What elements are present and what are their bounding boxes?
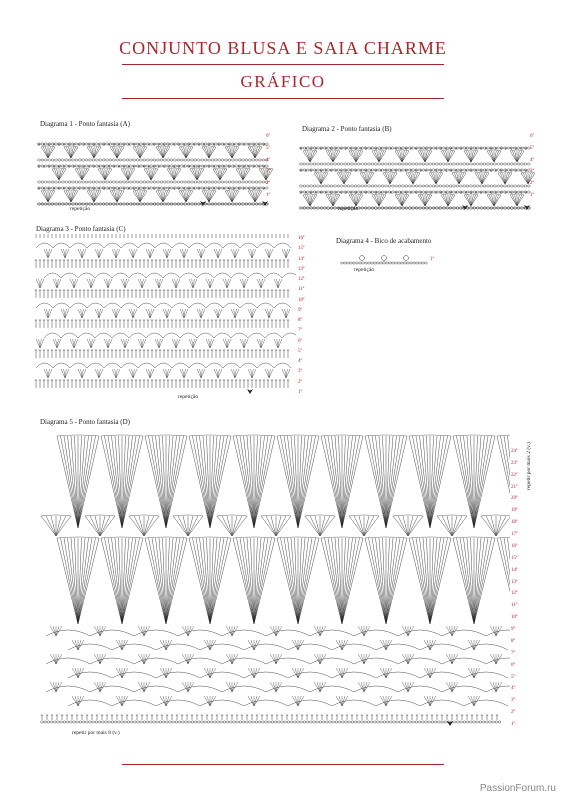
diagram-1-label: Diagrama 1 - Ponto fantasia (A) <box>40 120 130 128</box>
row-number: 4ª <box>530 157 534 163</box>
watermark: PassionForum.ru <box>479 783 556 794</box>
row-number: 1ª <box>511 722 515 727</box>
row-number: 1ª <box>530 193 534 198</box>
diagram-5-chart <box>36 428 510 728</box>
row-number: 10ª <box>511 615 518 621</box>
diagram-5-side-label: repetir por mais 2 (v.) <box>526 442 532 490</box>
row-number: 3ª <box>511 698 515 704</box>
row-number: 5ª <box>266 145 270 151</box>
diagram-1-repeat-label: repetição <box>70 206 91 212</box>
row-number: 14ª <box>511 567 518 573</box>
row-number: 12ª <box>298 277 305 283</box>
title-rule-bottom <box>122 98 444 99</box>
row-number: 19ª <box>511 508 518 514</box>
row-number: 5ª <box>511 674 515 680</box>
row-number: 20ª <box>511 496 518 502</box>
diagram-2-repeat-label: repetição <box>338 206 359 212</box>
row-number: 8ª <box>298 318 302 324</box>
row-number: 4ª <box>266 157 270 163</box>
row-number: 11ª <box>511 603 518 609</box>
row-number: 10ª <box>298 297 305 303</box>
row-number: 12ª <box>511 591 518 597</box>
row-number: 7ª <box>298 328 302 334</box>
row-number: 13ª <box>511 579 518 585</box>
row-number: 6ª <box>266 134 270 139</box>
row-number: 6ª <box>530 134 534 139</box>
row-number: 21ª <box>511 484 518 490</box>
row-number: 2ª <box>266 181 270 187</box>
diagram-5-repeat-label: repetir por mais 8 (v.) <box>72 730 120 736</box>
row-number: 7ª <box>511 650 515 656</box>
row-number: 6ª <box>511 662 515 668</box>
diagram-3-chart <box>32 234 296 396</box>
row-number: 13ª <box>298 266 305 272</box>
row-number: 18ª <box>511 520 518 526</box>
diagram-3-label: Diagrama 3 - Ponto fantasia (C) <box>36 225 126 233</box>
row-number: 9ª <box>298 307 302 313</box>
title-rule-top <box>122 64 444 65</box>
diagram-1-chart <box>36 130 274 208</box>
row-number: 5ª <box>298 348 302 354</box>
row-number: 3ª <box>298 369 302 375</box>
row-number: 9ª <box>511 627 515 633</box>
row-number: 14ª <box>298 256 305 262</box>
row-number: 17ª <box>511 532 518 538</box>
row-number: 4ª <box>511 686 515 692</box>
row-number: 16ª <box>298 236 305 241</box>
row-number: 2ª <box>298 379 302 385</box>
diagram-2-label: Diagrama 2 - Ponto fantasia (B) <box>302 125 392 133</box>
diagram-4-chart <box>340 252 430 268</box>
row-number: 1ª <box>266 193 270 198</box>
row-number: 24ª <box>511 449 518 454</box>
diagram-4-label: Diagrama 4 - Bico de acabamento <box>336 237 432 245</box>
row-number: 5ª <box>530 145 534 151</box>
row-number: 23ª <box>511 460 518 466</box>
row-number: 16ª <box>511 543 518 549</box>
row-number: 2ª <box>511 710 515 716</box>
row-number: 3ª <box>266 169 270 175</box>
diagram-4-repeat-label: repetição <box>354 267 375 273</box>
footer-rule <box>122 764 444 765</box>
row-number: 1ª <box>298 390 302 395</box>
row-number: 4ª <box>298 359 302 365</box>
row-number: 11ª <box>298 287 305 293</box>
row-number: 3ª <box>530 169 534 175</box>
row-number: 15ª <box>511 555 518 561</box>
diagram-4-row-number: 1ª <box>430 257 434 262</box>
row-number: 2ª <box>530 181 534 187</box>
diagram-3-repeat-label: repetição <box>178 394 199 400</box>
row-number: 15ª <box>298 246 305 252</box>
diagram-5-label: Diagrama 5 - Ponto fantasia (D) <box>40 418 130 426</box>
page-subtitle: GRÁFICO <box>240 72 326 91</box>
row-number: 6ª <box>298 338 302 344</box>
row-number: 8ª <box>511 638 515 644</box>
row-number: 22ª <box>511 472 518 478</box>
page-title: CONJUNTO BLUSA E SAIA CHARME <box>119 38 447 58</box>
diagram-2-chart <box>298 134 536 210</box>
